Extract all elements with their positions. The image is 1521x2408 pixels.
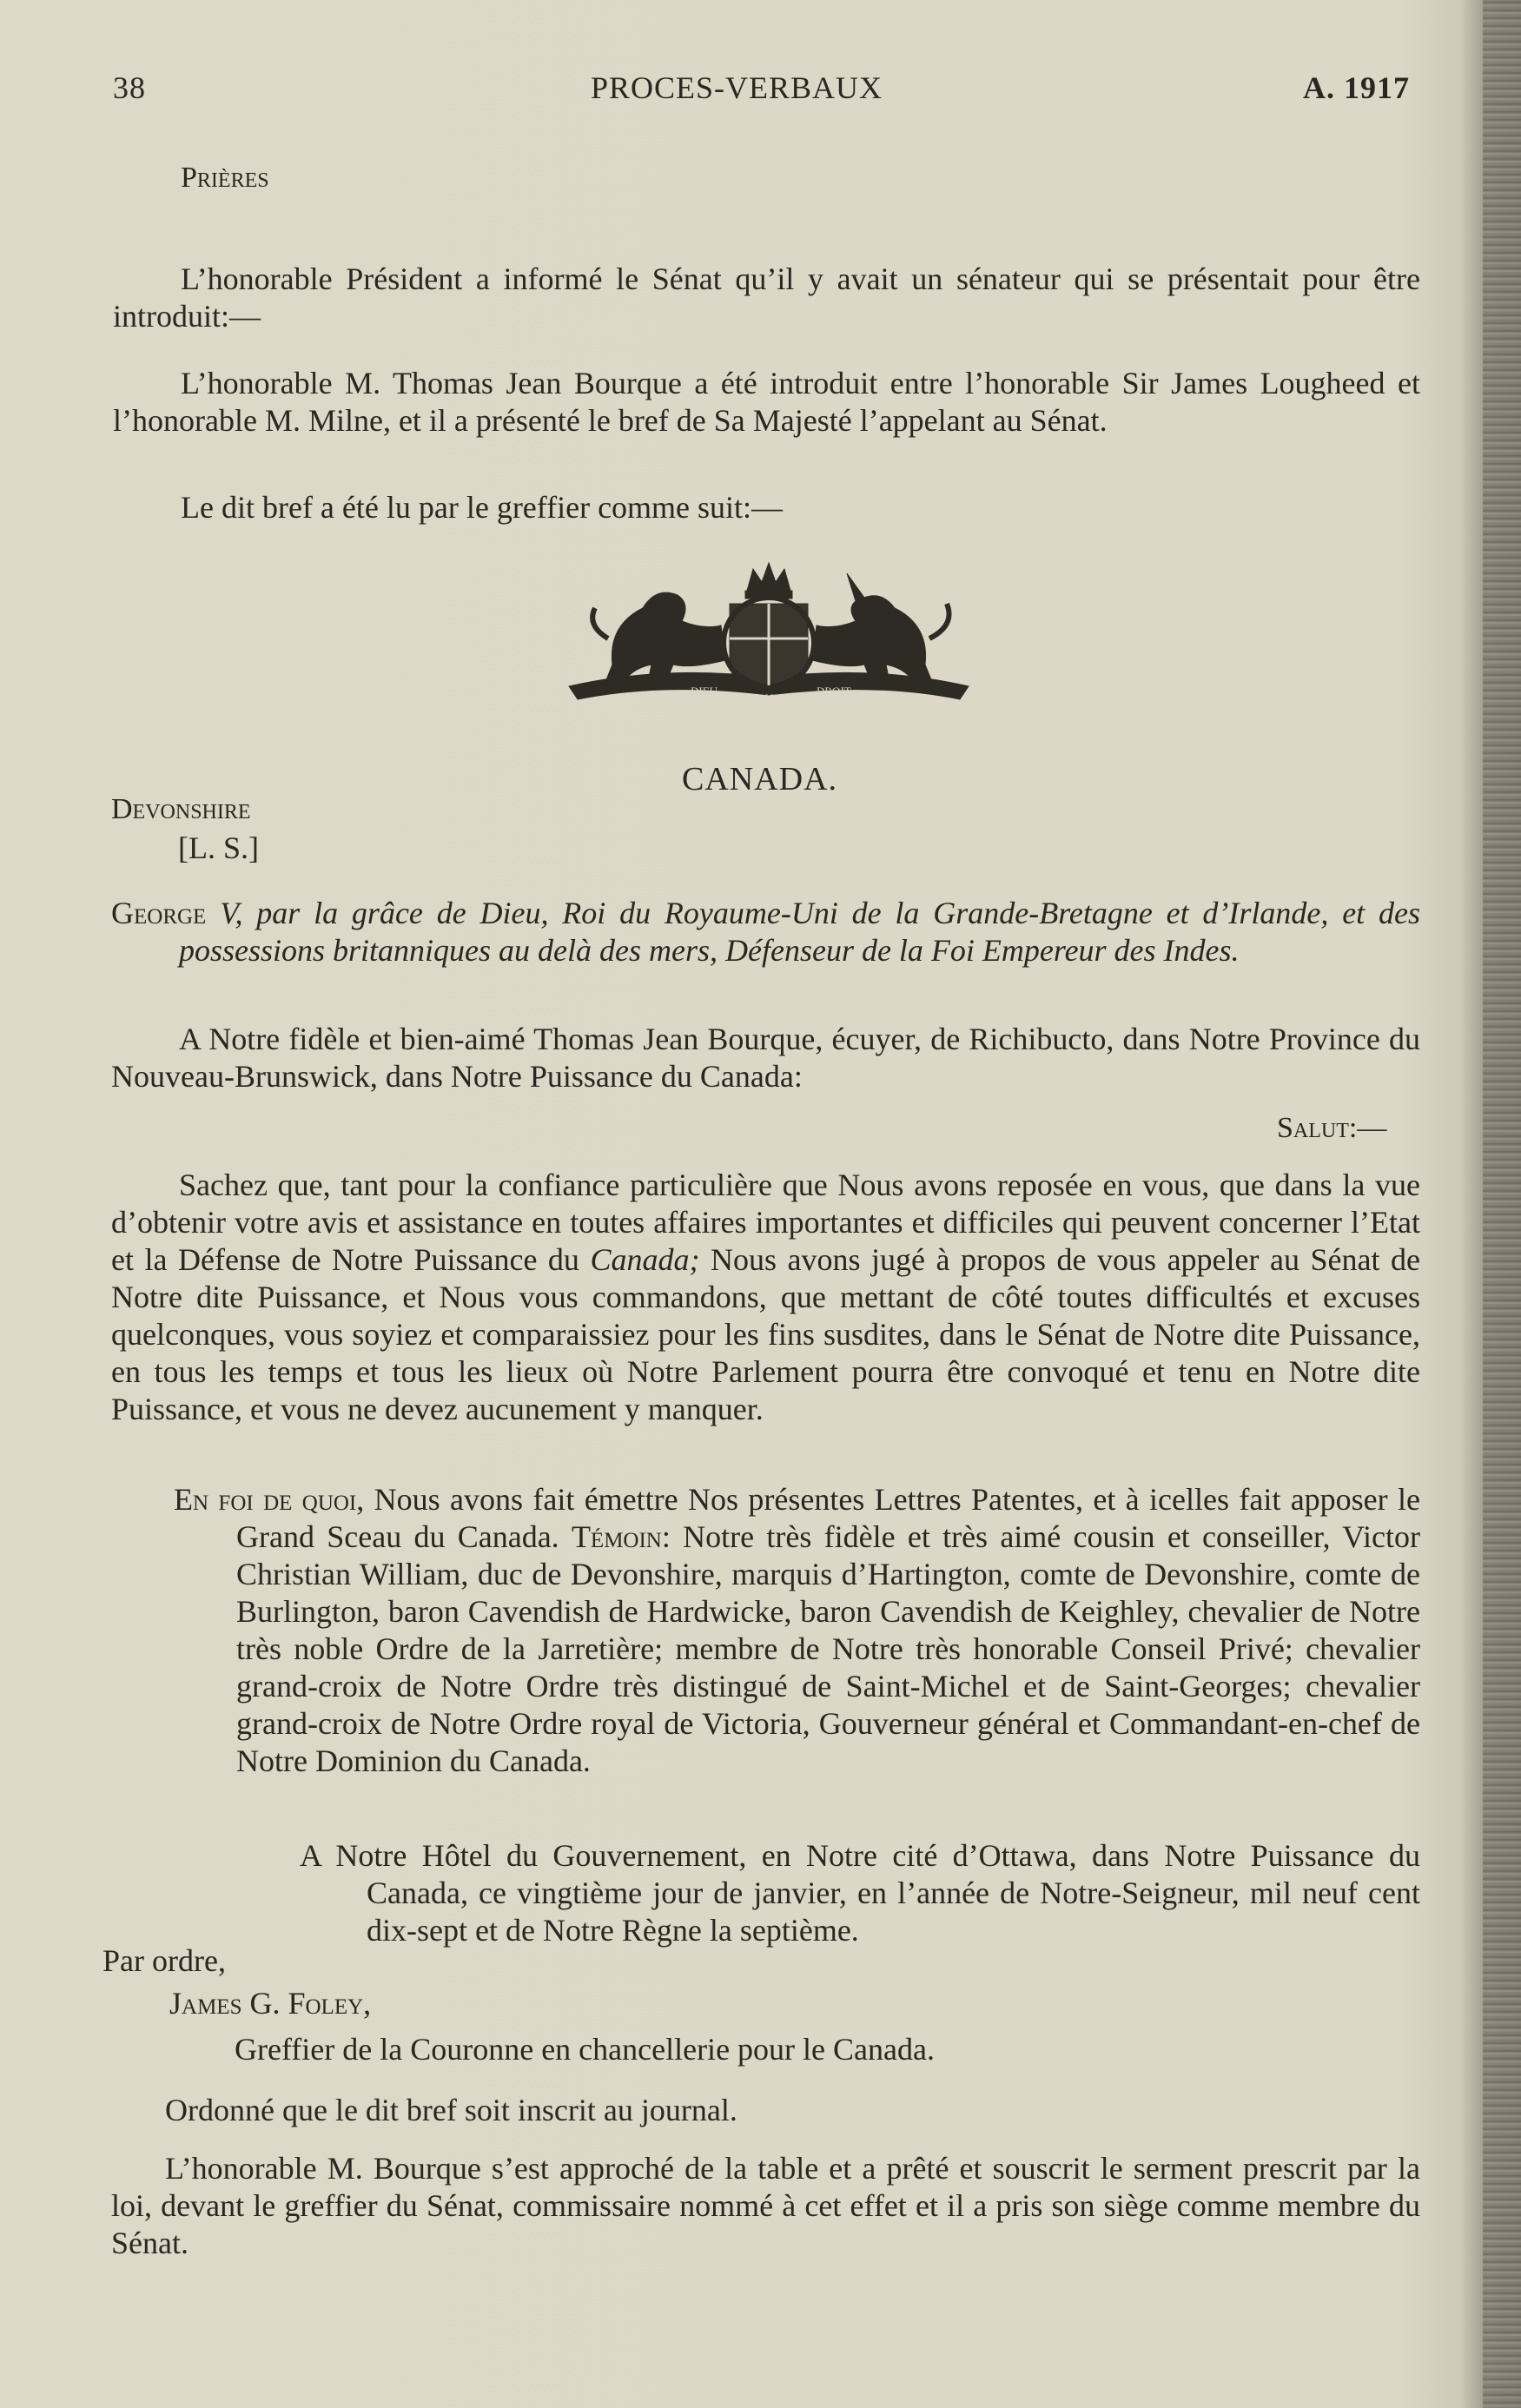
motto-mon: MON bbox=[758, 691, 785, 705]
motto-droit: DROIT bbox=[817, 685, 851, 698]
writ-salut: Salut:— bbox=[1277, 1112, 1387, 1144]
writ-body-canada: Canada; bbox=[590, 1242, 700, 1277]
royal-coat-of-arms-icon bbox=[560, 556, 977, 738]
testimony-part-2: Notre très fidèle et très aimé cousin et conseiller, Victor Christian William, duc de Devonshire, marquis d’Hartington, comte de Devonshire, comte de Burlington, baron Cavendish de Hardwicke, baron Cavendish de Keighley, chevalier de Notre très noble Ordre de la Jarretière; membre de Notre très honorable Conseil Privé; chevalier grand-croix de Notre Ordre très distingué de Saint-Michel et de Saint-Georges; chevalier grand-croix de Notre Ordre royal de Victoria, Gouverneur général et Commandant-en-chef de Notre Dominion du Canada. bbox=[236, 1519, 1420, 1778]
paragraph-introduction: L’honorable Président a informé le Sénat qu’il y avait un sénateur qui se présentait pour être introduit:— bbox=[113, 261, 1420, 334]
clerk-title: Greffier de la Couronne en chancellerie pour le Canada. bbox=[235, 2032, 935, 2067]
writ-country: CANADA. bbox=[682, 761, 838, 797]
writ-body-part-1: Sachez que, tant pour la confiance particulière que Nous avons reposée en vous, que dans la vue d’obtenir votre avis et assistance en toutes affaires importantes et difficiles qui peuvent concerner l’Etat et la Défense de Notre Puissance du bbox=[111, 1168, 1420, 1277]
motto-dieu: DIEU bbox=[691, 685, 718, 698]
writ-seal: [L. S.] bbox=[178, 830, 259, 865]
testimony-part-1: Nous avons fait émettre Nos présentes Lettres Patentes, et à icelles fait apposer le Grand Sceau du Canada. bbox=[236, 1482, 1420, 1554]
temoin-label: Témoin: bbox=[571, 1519, 671, 1554]
writ-body-part-2: Nous avons jugé à propos de vous appeler au Sénat de Notre dite Puissance, et Nous vous commandons, que mettant de côté toutes difficultés et excuses quelconques, vous soyiez et comparaissiez pour les fins susdites, dans le Sénat de Notre dite Puissance, en tous les temps et tous les lieux où Notre Parlement pourra être convoqué et tenu en Notre dite Puissance, et vous ne devez aucunement y manquer. bbox=[111, 1242, 1420, 1426]
writ-signer: Devonshire bbox=[111, 793, 251, 825]
writ-body bbox=[111, 1167, 1420, 1428]
writ-address: A Notre fidèle et bien-aimé Thomas Jean Bourque, écuyer, de Richibucto, dans Notre Province du Nouveau-Brunswick, dans Notre Puissance du Canada: bbox=[111, 1022, 1420, 1094]
writ-testimony bbox=[174, 1481, 1420, 1780]
paragraph-ordered: Ordonné que le dit bref soit inscrit au journal. bbox=[165, 2093, 737, 2127]
running-title: PROCES-VERBAUX bbox=[591, 70, 883, 105]
king-name: George bbox=[111, 896, 207, 930]
king-title-text: V, par la grâce de Dieu, Roi du Royaume-Uni de la Grande-Bretagne et d’Irlande, et des possessions britanniques au delà des mers, Défenseur de la Foi Empereur des Indes. bbox=[179, 896, 1420, 968]
paragraph-introduced: L’honorable M. Thomas Jean Bourque a été introduit entre l’honorable Sir James Lougheed et l’honorable M. Milne, et il a présenté le bref de Sa Majesté l’appelant au Sénat. bbox=[113, 366, 1420, 438]
page-edge bbox=[1483, 0, 1521, 2408]
page-number: 38 bbox=[113, 70, 146, 105]
en-foi-de-quoi: En foi de quoi, bbox=[174, 1482, 365, 1517]
par-ordre: Par ordre, bbox=[103, 1943, 226, 1978]
clerk-name: James G. Foley, bbox=[169, 1986, 372, 2021]
paragraph-writ-read: Le dit bref a été lu par le greffier comme suit:— bbox=[181, 490, 784, 525]
section-heading: Prières bbox=[181, 162, 269, 194]
writ-place-date: A Notre Hôtel du Gouvernement, en Notre cité d’Ottawa, dans Notre Puissance du Canada, ce vingtième jour de janvier, en l’année de Notre-Seigneur, mil neuf cent dix-sept et de Notre Règne la septième. bbox=[300, 1838, 1420, 1948]
year-label: A. 1917 bbox=[1303, 70, 1410, 105]
writ-king-title bbox=[111, 895, 1420, 969]
paragraph-oath: L’honorable M. Bourque s’est approché de la table et a prêté et souscrit le serment prescrit par la loi, devant le greffier du Sénat, commissaire nommé à cet effet et il a pris son siège comme membre du Sénat. bbox=[111, 2151, 1420, 2260]
